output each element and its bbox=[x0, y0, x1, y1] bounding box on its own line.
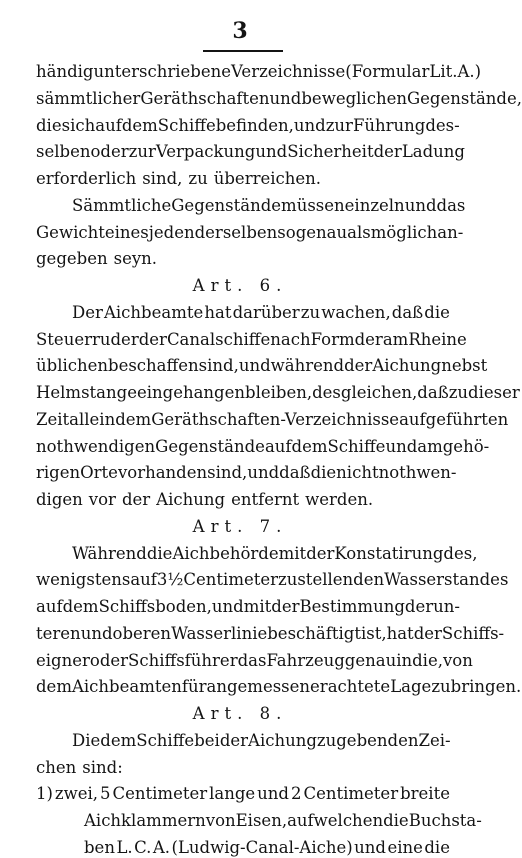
word: und bbox=[80, 623, 113, 643]
word: Schiffe bbox=[327, 436, 386, 456]
word: Buchsta- bbox=[408, 811, 482, 831]
word: nebst bbox=[441, 356, 488, 376]
word: Aichung bbox=[156, 490, 226, 510]
word: als bbox=[347, 222, 371, 242]
word: auf bbox=[264, 436, 292, 456]
word: Lage bbox=[390, 677, 432, 697]
word: vor bbox=[88, 490, 116, 510]
word: jeden bbox=[148, 222, 195, 242]
word: der bbox=[121, 490, 151, 510]
article-heading: Art. 8. bbox=[192, 704, 288, 724]
word: genau bbox=[344, 650, 397, 670]
word: der bbox=[138, 329, 167, 349]
word: Schiffs- bbox=[441, 623, 505, 643]
word: oberen bbox=[112, 623, 172, 643]
word: zu bbox=[316, 730, 337, 750]
word: auf bbox=[287, 811, 314, 831]
word: der bbox=[306, 543, 335, 563]
word: Form bbox=[310, 329, 355, 349]
word: Schiffsführer bbox=[128, 650, 238, 670]
word: sind, bbox=[142, 169, 183, 189]
word: gegeben bbox=[36, 249, 108, 269]
word: Rheine bbox=[408, 329, 467, 349]
word: digen bbox=[36, 490, 83, 510]
word: nothwendigen bbox=[36, 436, 156, 456]
word: in bbox=[99, 409, 116, 429]
word: aufgeführten bbox=[399, 409, 509, 429]
word: auf bbox=[95, 115, 122, 135]
text-line bbox=[36, 490, 450, 510]
text-line bbox=[84, 811, 482, 831]
word: dieser bbox=[468, 383, 520, 403]
text-line bbox=[36, 409, 509, 430]
word: Aichbehörde bbox=[172, 543, 279, 563]
word: Schiffe bbox=[136, 730, 195, 750]
text-line bbox=[36, 356, 488, 376]
word: beschäftigt bbox=[267, 623, 361, 643]
text-line bbox=[36, 329, 467, 350]
word: Bestimmung bbox=[299, 597, 405, 617]
word: sind, bbox=[198, 356, 239, 376]
word: von bbox=[205, 811, 236, 831]
word: das bbox=[436, 195, 466, 215]
word: angemessen bbox=[206, 677, 311, 697]
word: zu bbox=[278, 570, 298, 590]
text-line bbox=[72, 731, 450, 751]
word: bringen. bbox=[450, 677, 522, 697]
header-rule bbox=[203, 50, 283, 52]
text-line bbox=[36, 597, 460, 617]
word: nothwen- bbox=[378, 463, 457, 483]
text-line bbox=[84, 838, 450, 858]
word: Schiffsboden, bbox=[98, 597, 212, 617]
word: L. bbox=[116, 838, 133, 857]
word: dem bbox=[36, 677, 72, 697]
word: beschaffen bbox=[108, 356, 199, 376]
word: genau bbox=[295, 222, 348, 242]
word: sind: bbox=[82, 757, 123, 777]
text-line bbox=[72, 195, 466, 216]
word: der bbox=[271, 597, 300, 617]
text-line bbox=[72, 543, 478, 564]
text-line bbox=[36, 62, 482, 82]
word: am bbox=[382, 329, 409, 349]
word: der bbox=[354, 329, 383, 349]
word: mit bbox=[278, 543, 307, 563]
word: und bbox=[354, 838, 386, 857]
word: teren bbox=[36, 623, 81, 643]
word: Ladung bbox=[401, 142, 465, 162]
word: Centimeter bbox=[303, 784, 399, 804]
word: eine bbox=[387, 838, 423, 857]
word: dem bbox=[291, 436, 328, 456]
word: dem bbox=[62, 597, 99, 617]
word: Sicherheit bbox=[287, 142, 374, 162]
word: zu bbox=[431, 677, 451, 697]
word: des, bbox=[443, 543, 478, 563]
word: Aichung bbox=[248, 730, 317, 750]
word: der bbox=[344, 356, 373, 376]
word: Der bbox=[72, 302, 103, 322]
word: die bbox=[310, 463, 337, 483]
word: daß bbox=[417, 383, 449, 403]
word: ist, bbox=[360, 623, 387, 643]
word: und bbox=[255, 142, 288, 162]
word: erachtete bbox=[310, 677, 391, 697]
word: entfernt bbox=[231, 490, 300, 510]
word: das bbox=[237, 650, 267, 670]
word: eingehangen bbox=[136, 383, 246, 403]
text-line bbox=[36, 249, 450, 269]
word: dem bbox=[100, 730, 137, 750]
word: eines bbox=[104, 222, 149, 242]
word: daß bbox=[279, 463, 311, 483]
word: lange bbox=[209, 784, 256, 804]
text-line bbox=[36, 88, 522, 109]
word: wachen, bbox=[321, 302, 391, 322]
word: mit bbox=[243, 597, 272, 617]
word: der bbox=[413, 623, 442, 643]
article-heading: Art. 7. bbox=[192, 516, 288, 536]
word: Eisen, bbox=[235, 811, 288, 831]
word: nicht bbox=[336, 463, 379, 483]
word: befinden, bbox=[215, 115, 294, 135]
word: Gegenstände bbox=[155, 436, 265, 456]
word: und bbox=[269, 88, 302, 108]
word: zur bbox=[325, 115, 353, 135]
word: gebenden bbox=[336, 730, 419, 750]
word: sich bbox=[61, 115, 96, 135]
article-heading: Art. 6. bbox=[192, 276, 288, 296]
word: Konstatirung bbox=[334, 543, 444, 563]
text-line bbox=[36, 463, 457, 483]
word: der bbox=[373, 142, 402, 162]
word: für bbox=[181, 677, 207, 697]
word: und bbox=[238, 356, 271, 376]
word: Zei- bbox=[418, 730, 451, 750]
word: sämmtlicher bbox=[36, 88, 141, 108]
text-line bbox=[36, 436, 490, 457]
word: Gegenstände bbox=[171, 195, 282, 215]
text-line bbox=[36, 570, 509, 590]
word: 5 bbox=[100, 784, 111, 804]
word: zu bbox=[188, 169, 208, 189]
word: die bbox=[383, 811, 409, 831]
word: A.) bbox=[457, 62, 482, 81]
word: an- bbox=[437, 222, 464, 242]
word: hat bbox=[386, 623, 414, 643]
word: seyn. bbox=[113, 249, 158, 269]
word: so bbox=[277, 222, 296, 242]
word: in bbox=[396, 650, 413, 670]
word: überreichen. bbox=[213, 169, 322, 189]
word: Geräthschaften-Verzeichnisse bbox=[151, 409, 400, 429]
word: darüber bbox=[232, 302, 300, 322]
word: wenigstens bbox=[36, 570, 131, 590]
word: und bbox=[404, 195, 437, 215]
word: oder bbox=[89, 650, 129, 670]
word: die bbox=[424, 302, 450, 322]
word: Steuerruder bbox=[36, 329, 139, 349]
word: C. bbox=[134, 838, 152, 857]
page-number: 3 bbox=[232, 18, 248, 44]
word: die bbox=[424, 838, 450, 857]
word: Führung bbox=[352, 115, 426, 135]
word: vorhanden bbox=[117, 463, 208, 483]
text-line bbox=[36, 758, 450, 778]
word: rigen bbox=[36, 463, 81, 483]
word: Aichbeamte bbox=[103, 302, 204, 322]
word: und bbox=[257, 784, 289, 804]
word: der bbox=[404, 597, 434, 617]
word: hat bbox=[204, 302, 232, 322]
word: Aichklammern bbox=[84, 811, 206, 831]
word: derselben bbox=[194, 222, 278, 242]
word: breite bbox=[400, 784, 450, 804]
word: werden. bbox=[305, 490, 374, 510]
word: Orte bbox=[80, 463, 118, 483]
word: Verzeichnisse bbox=[231, 62, 346, 81]
word: bei bbox=[194, 730, 220, 750]
word: Die bbox=[72, 730, 101, 750]
word: (Ludwig-Canal-Aiche) bbox=[171, 838, 353, 857]
word: die bbox=[36, 115, 62, 135]
text-line bbox=[36, 169, 450, 189]
word: Sämmtliche bbox=[72, 195, 172, 215]
text-line bbox=[36, 383, 520, 403]
word: und bbox=[247, 463, 280, 483]
word: alle bbox=[69, 409, 100, 429]
word: nach bbox=[270, 329, 311, 349]
text-line bbox=[36, 115, 460, 136]
word: einzeln bbox=[344, 195, 405, 215]
word: Canalschiffe bbox=[166, 329, 271, 349]
word: erforderlich bbox=[36, 169, 137, 189]
word: oder bbox=[90, 142, 129, 162]
word: Während bbox=[72, 543, 147, 563]
word: dem bbox=[121, 115, 158, 135]
word: von bbox=[442, 650, 473, 670]
word: welchen bbox=[313, 811, 384, 831]
word: Wasserlinie bbox=[171, 623, 268, 643]
word: ben bbox=[84, 838, 115, 857]
word: am bbox=[417, 436, 443, 456]
word: Gewicht bbox=[36, 222, 105, 242]
word: und bbox=[293, 115, 326, 135]
word: müssen bbox=[281, 195, 345, 215]
word: Helmstange bbox=[36, 383, 137, 403]
word: die, bbox=[412, 650, 443, 670]
word: eigner bbox=[36, 650, 90, 670]
word: sind, bbox=[207, 463, 248, 483]
text-line bbox=[36, 222, 464, 243]
word: dem bbox=[115, 409, 152, 429]
word: Verpackung bbox=[155, 142, 256, 162]
text-line bbox=[36, 142, 465, 162]
word: Lit. bbox=[429, 62, 458, 81]
word: Centimeter bbox=[183, 570, 279, 590]
word: Wasserstandes bbox=[384, 570, 509, 590]
text-line bbox=[72, 303, 450, 323]
word: Zeit bbox=[36, 409, 70, 429]
word: gehö- bbox=[442, 436, 490, 456]
word: daß bbox=[391, 302, 424, 322]
word: (Formular bbox=[345, 62, 430, 81]
word: desgleichen, bbox=[312, 383, 418, 403]
word: Gegenstände, bbox=[406, 88, 522, 108]
word: bleiben, bbox=[245, 383, 313, 403]
word: zu bbox=[300, 302, 321, 322]
word: 2 bbox=[290, 784, 302, 804]
word: zu bbox=[448, 383, 469, 403]
word: Schiffe bbox=[157, 115, 216, 135]
word: und bbox=[385, 436, 418, 456]
word: üblichen bbox=[36, 356, 109, 376]
word: unterschriebene bbox=[93, 62, 232, 81]
word: auf bbox=[36, 597, 63, 617]
word: Aichung bbox=[372, 356, 442, 376]
word: stellenden bbox=[297, 570, 385, 590]
word: zur bbox=[128, 142, 156, 162]
word: während bbox=[270, 356, 345, 376]
word: selben bbox=[36, 142, 91, 162]
text-line bbox=[36, 623, 505, 644]
word: Geräthschaften bbox=[140, 88, 270, 108]
word: zwei, bbox=[54, 784, 99, 804]
list-item bbox=[36, 784, 450, 804]
word: der bbox=[219, 730, 249, 750]
word: chen bbox=[36, 757, 77, 777]
word: Centimeter bbox=[112, 784, 208, 804]
word: 1) bbox=[36, 784, 53, 804]
word: möglich bbox=[370, 222, 438, 242]
word: beweglichen bbox=[301, 88, 407, 108]
text-line bbox=[36, 677, 522, 697]
word: Aichbeamten bbox=[71, 677, 182, 697]
word: 3½ bbox=[156, 570, 184, 590]
word: A. bbox=[152, 838, 171, 857]
word: händig bbox=[36, 62, 94, 81]
text-line bbox=[36, 650, 473, 671]
word: Fahrzeug bbox=[266, 650, 345, 670]
word: des- bbox=[425, 115, 460, 135]
word: und bbox=[211, 597, 244, 617]
word: auf bbox=[130, 570, 157, 590]
word: die bbox=[146, 543, 173, 563]
word: un- bbox=[433, 597, 460, 617]
